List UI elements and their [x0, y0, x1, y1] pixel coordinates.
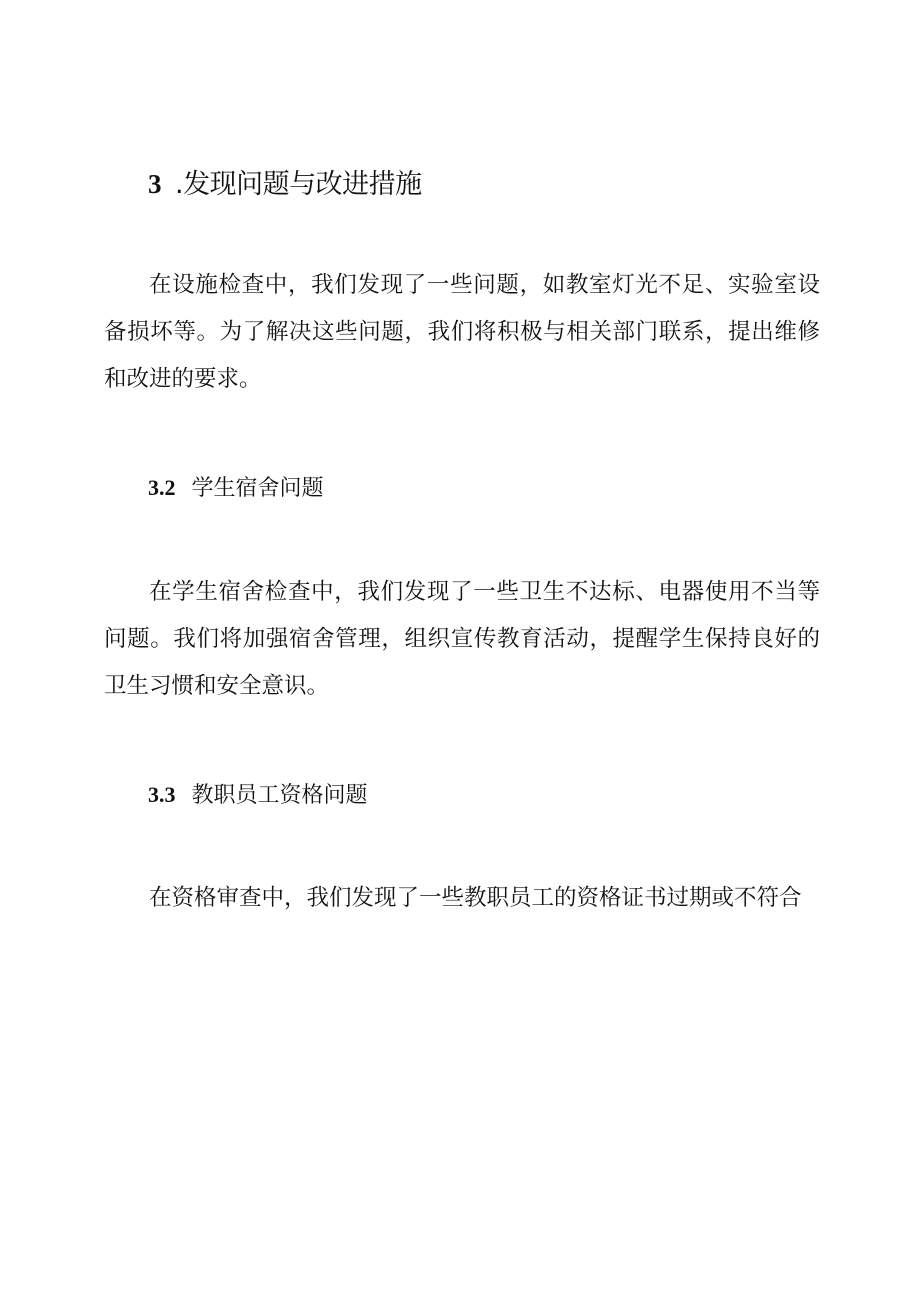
section-number: 3.2 — [148, 475, 176, 500]
paragraph-staff-qualification: 在资格审查中，我们发现了一些教职员工的资格证书过期或不符合 — [149, 885, 802, 911]
paragraph-dormitory: 在学生宿舍检查中，我们发现了一些卫生不达标、电器使用不当等问题。我们将加强宿舍管理，组织宣传教育活动，提醒学生保持良好的卫生习惯和安全意识。 — [104, 579, 820, 699]
section-heading-3-2 — [148, 471, 324, 502]
section-title: 学生宿舍问题 — [191, 476, 324, 501]
section-number: 3.3 — [148, 782, 176, 807]
paragraph-facilities: 在设施检查中，我们发现了一些问题，如教室灯光不足、实验室设备损坏等。为了解决这些问题，我们将积极与相关部门联系，提出维修和改进的要求。 — [104, 272, 820, 392]
section-heading-3-3 — [148, 778, 368, 809]
section-title: .发现问题与改进措施 — [175, 169, 422, 200]
section-title: 教职员工资格问题 — [191, 783, 368, 808]
section-number: 3 — [148, 169, 161, 199]
section-heading-3 — [148, 162, 422, 201]
